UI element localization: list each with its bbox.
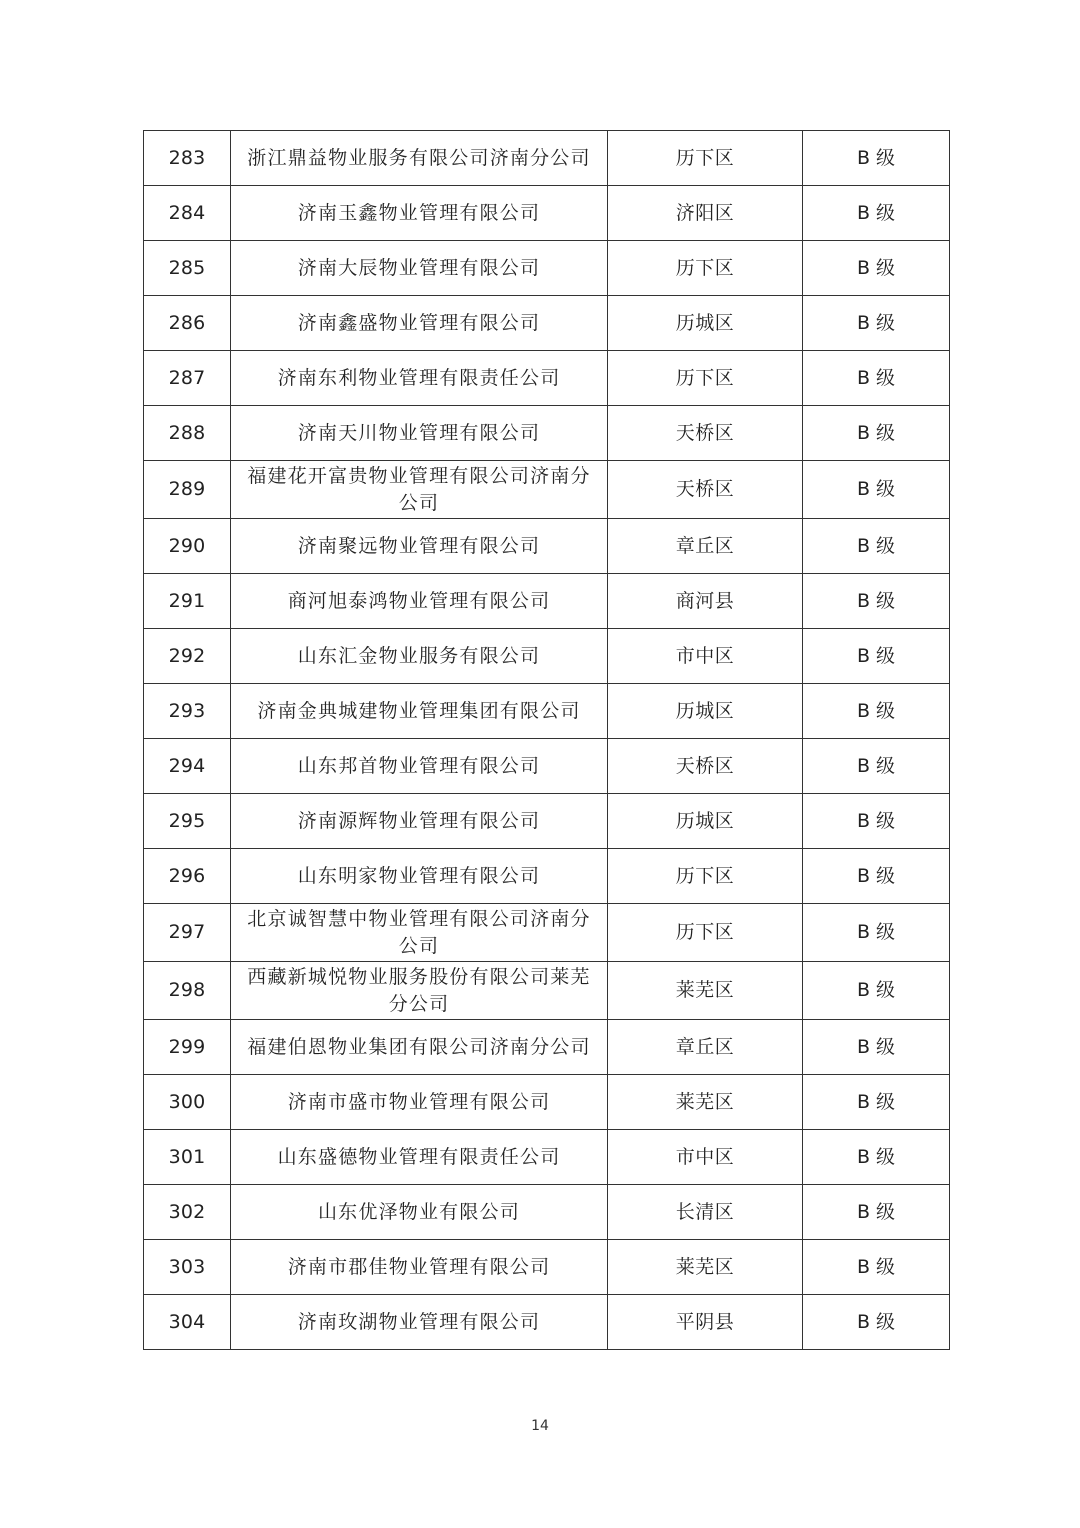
company-name: 济南源辉物业管理有限公司 bbox=[231, 794, 608, 849]
grade: B 级 bbox=[803, 1075, 950, 1130]
grade: B 级 bbox=[803, 739, 950, 794]
table-row bbox=[144, 406, 950, 461]
grade: B 级 bbox=[803, 461, 950, 519]
district: 历下区 bbox=[608, 904, 803, 962]
company-name: 西藏新城悦物业服务股份有限公司莱芜分公司 bbox=[231, 962, 608, 1020]
row-number: 299 bbox=[144, 1020, 231, 1075]
company-name: 济南东利物业管理有限责任公司 bbox=[231, 351, 608, 406]
district: 历下区 bbox=[608, 131, 803, 186]
district: 商河县 bbox=[608, 574, 803, 629]
company-name: 福建伯恩物业集团有限公司济南分公司 bbox=[231, 1020, 608, 1075]
row-number: 290 bbox=[144, 519, 231, 574]
table-row bbox=[144, 574, 950, 629]
row-number: 288 bbox=[144, 406, 231, 461]
grade: B 级 bbox=[803, 794, 950, 849]
company-name: 福建花开富贵物业管理有限公司济南分公司 bbox=[231, 461, 608, 519]
grade: B 级 bbox=[803, 186, 950, 241]
grade: B 级 bbox=[803, 1185, 950, 1240]
grade: B 级 bbox=[803, 241, 950, 296]
page-number: 14 bbox=[531, 1418, 549, 1434]
table-row bbox=[144, 241, 950, 296]
company-name: 济南市郡佳物业管理有限公司 bbox=[231, 1240, 608, 1295]
company-name: 济南鑫盛物业管理有限公司 bbox=[231, 296, 608, 351]
company-name: 济南天川物业管理有限公司 bbox=[231, 406, 608, 461]
grade: B 级 bbox=[803, 684, 950, 739]
grade: B 级 bbox=[803, 1020, 950, 1075]
row-number: 292 bbox=[144, 629, 231, 684]
district: 莱芜区 bbox=[608, 962, 803, 1020]
row-number: 286 bbox=[144, 296, 231, 351]
row-number: 294 bbox=[144, 739, 231, 794]
grade: B 级 bbox=[803, 131, 950, 186]
district: 历城区 bbox=[608, 794, 803, 849]
table-row bbox=[144, 186, 950, 241]
company-name: 北京诚智慧中物业管理有限公司济南分公司 bbox=[231, 904, 608, 962]
table-row bbox=[144, 739, 950, 794]
grade: B 级 bbox=[803, 629, 950, 684]
table-row bbox=[144, 629, 950, 684]
district: 历下区 bbox=[608, 241, 803, 296]
company-name: 山东优泽物业有限公司 bbox=[231, 1185, 608, 1240]
grade: B 级 bbox=[803, 351, 950, 406]
row-number: 300 bbox=[144, 1075, 231, 1130]
table-row bbox=[144, 131, 950, 186]
table-row bbox=[144, 351, 950, 406]
row-number: 301 bbox=[144, 1130, 231, 1185]
grade: B 级 bbox=[803, 1130, 950, 1185]
grade: B 级 bbox=[803, 519, 950, 574]
company-name: 济南金典城建物业管理集团有限公司 bbox=[231, 684, 608, 739]
district: 天桥区 bbox=[608, 461, 803, 519]
district: 市中区 bbox=[608, 1130, 803, 1185]
table-row bbox=[144, 1295, 950, 1350]
table-row bbox=[144, 684, 950, 739]
company-name: 济南市盛市物业管理有限公司 bbox=[231, 1075, 608, 1130]
table-row bbox=[144, 904, 950, 962]
row-number: 295 bbox=[144, 794, 231, 849]
table-row bbox=[144, 1020, 950, 1075]
table-row bbox=[144, 962, 950, 1020]
district: 历下区 bbox=[608, 351, 803, 406]
grade: B 级 bbox=[803, 1295, 950, 1350]
row-number: 293 bbox=[144, 684, 231, 739]
district: 历城区 bbox=[608, 296, 803, 351]
table-row bbox=[144, 1075, 950, 1130]
table-body bbox=[144, 131, 950, 1350]
row-number: 285 bbox=[144, 241, 231, 296]
row-number: 303 bbox=[144, 1240, 231, 1295]
row-number: 304 bbox=[144, 1295, 231, 1350]
company-name: 浙江鼎益物业服务有限公司济南分公司 bbox=[231, 131, 608, 186]
district: 莱芜区 bbox=[608, 1075, 803, 1130]
district: 章丘区 bbox=[608, 1020, 803, 1075]
company-name: 济南聚远物业管理有限公司 bbox=[231, 519, 608, 574]
district: 莱芜区 bbox=[608, 1240, 803, 1295]
district: 济阳区 bbox=[608, 186, 803, 241]
table-row bbox=[144, 794, 950, 849]
row-number: 296 bbox=[144, 849, 231, 904]
grade: B 级 bbox=[803, 296, 950, 351]
district: 历城区 bbox=[608, 684, 803, 739]
table-row bbox=[144, 461, 950, 519]
company-name: 山东盛德物业管理有限责任公司 bbox=[231, 1130, 608, 1185]
district: 历下区 bbox=[608, 849, 803, 904]
table-row bbox=[144, 519, 950, 574]
row-number: 297 bbox=[144, 904, 231, 962]
district: 天桥区 bbox=[608, 406, 803, 461]
row-number: 302 bbox=[144, 1185, 231, 1240]
table-row bbox=[144, 1130, 950, 1185]
row-number: 298 bbox=[144, 962, 231, 1020]
district: 长清区 bbox=[608, 1185, 803, 1240]
row-number: 291 bbox=[144, 574, 231, 629]
table-row bbox=[144, 1185, 950, 1240]
table-row bbox=[144, 849, 950, 904]
grade: B 级 bbox=[803, 1240, 950, 1295]
district: 市中区 bbox=[608, 629, 803, 684]
rating-table bbox=[143, 130, 950, 1350]
table-row bbox=[144, 1240, 950, 1295]
company-name: 济南玫湖物业管理有限公司 bbox=[231, 1295, 608, 1350]
table-row bbox=[144, 296, 950, 351]
company-name: 济南大辰物业管理有限公司 bbox=[231, 241, 608, 296]
row-number: 284 bbox=[144, 186, 231, 241]
grade: B 级 bbox=[803, 904, 950, 962]
grade: B 级 bbox=[803, 574, 950, 629]
company-name: 商河旭泰鸿物业管理有限公司 bbox=[231, 574, 608, 629]
district: 章丘区 bbox=[608, 519, 803, 574]
grade: B 级 bbox=[803, 962, 950, 1020]
company-name: 山东汇金物业服务有限公司 bbox=[231, 629, 608, 684]
company-name: 济南玉鑫物业管理有限公司 bbox=[231, 186, 608, 241]
company-name: 山东邦首物业管理有限公司 bbox=[231, 739, 608, 794]
row-number: 283 bbox=[144, 131, 231, 186]
district: 天桥区 bbox=[608, 739, 803, 794]
grade: B 级 bbox=[803, 849, 950, 904]
district: 平阴县 bbox=[608, 1295, 803, 1350]
row-number: 289 bbox=[144, 461, 231, 519]
grade: B 级 bbox=[803, 406, 950, 461]
row-number: 287 bbox=[144, 351, 231, 406]
company-name: 山东明家物业管理有限公司 bbox=[231, 849, 608, 904]
